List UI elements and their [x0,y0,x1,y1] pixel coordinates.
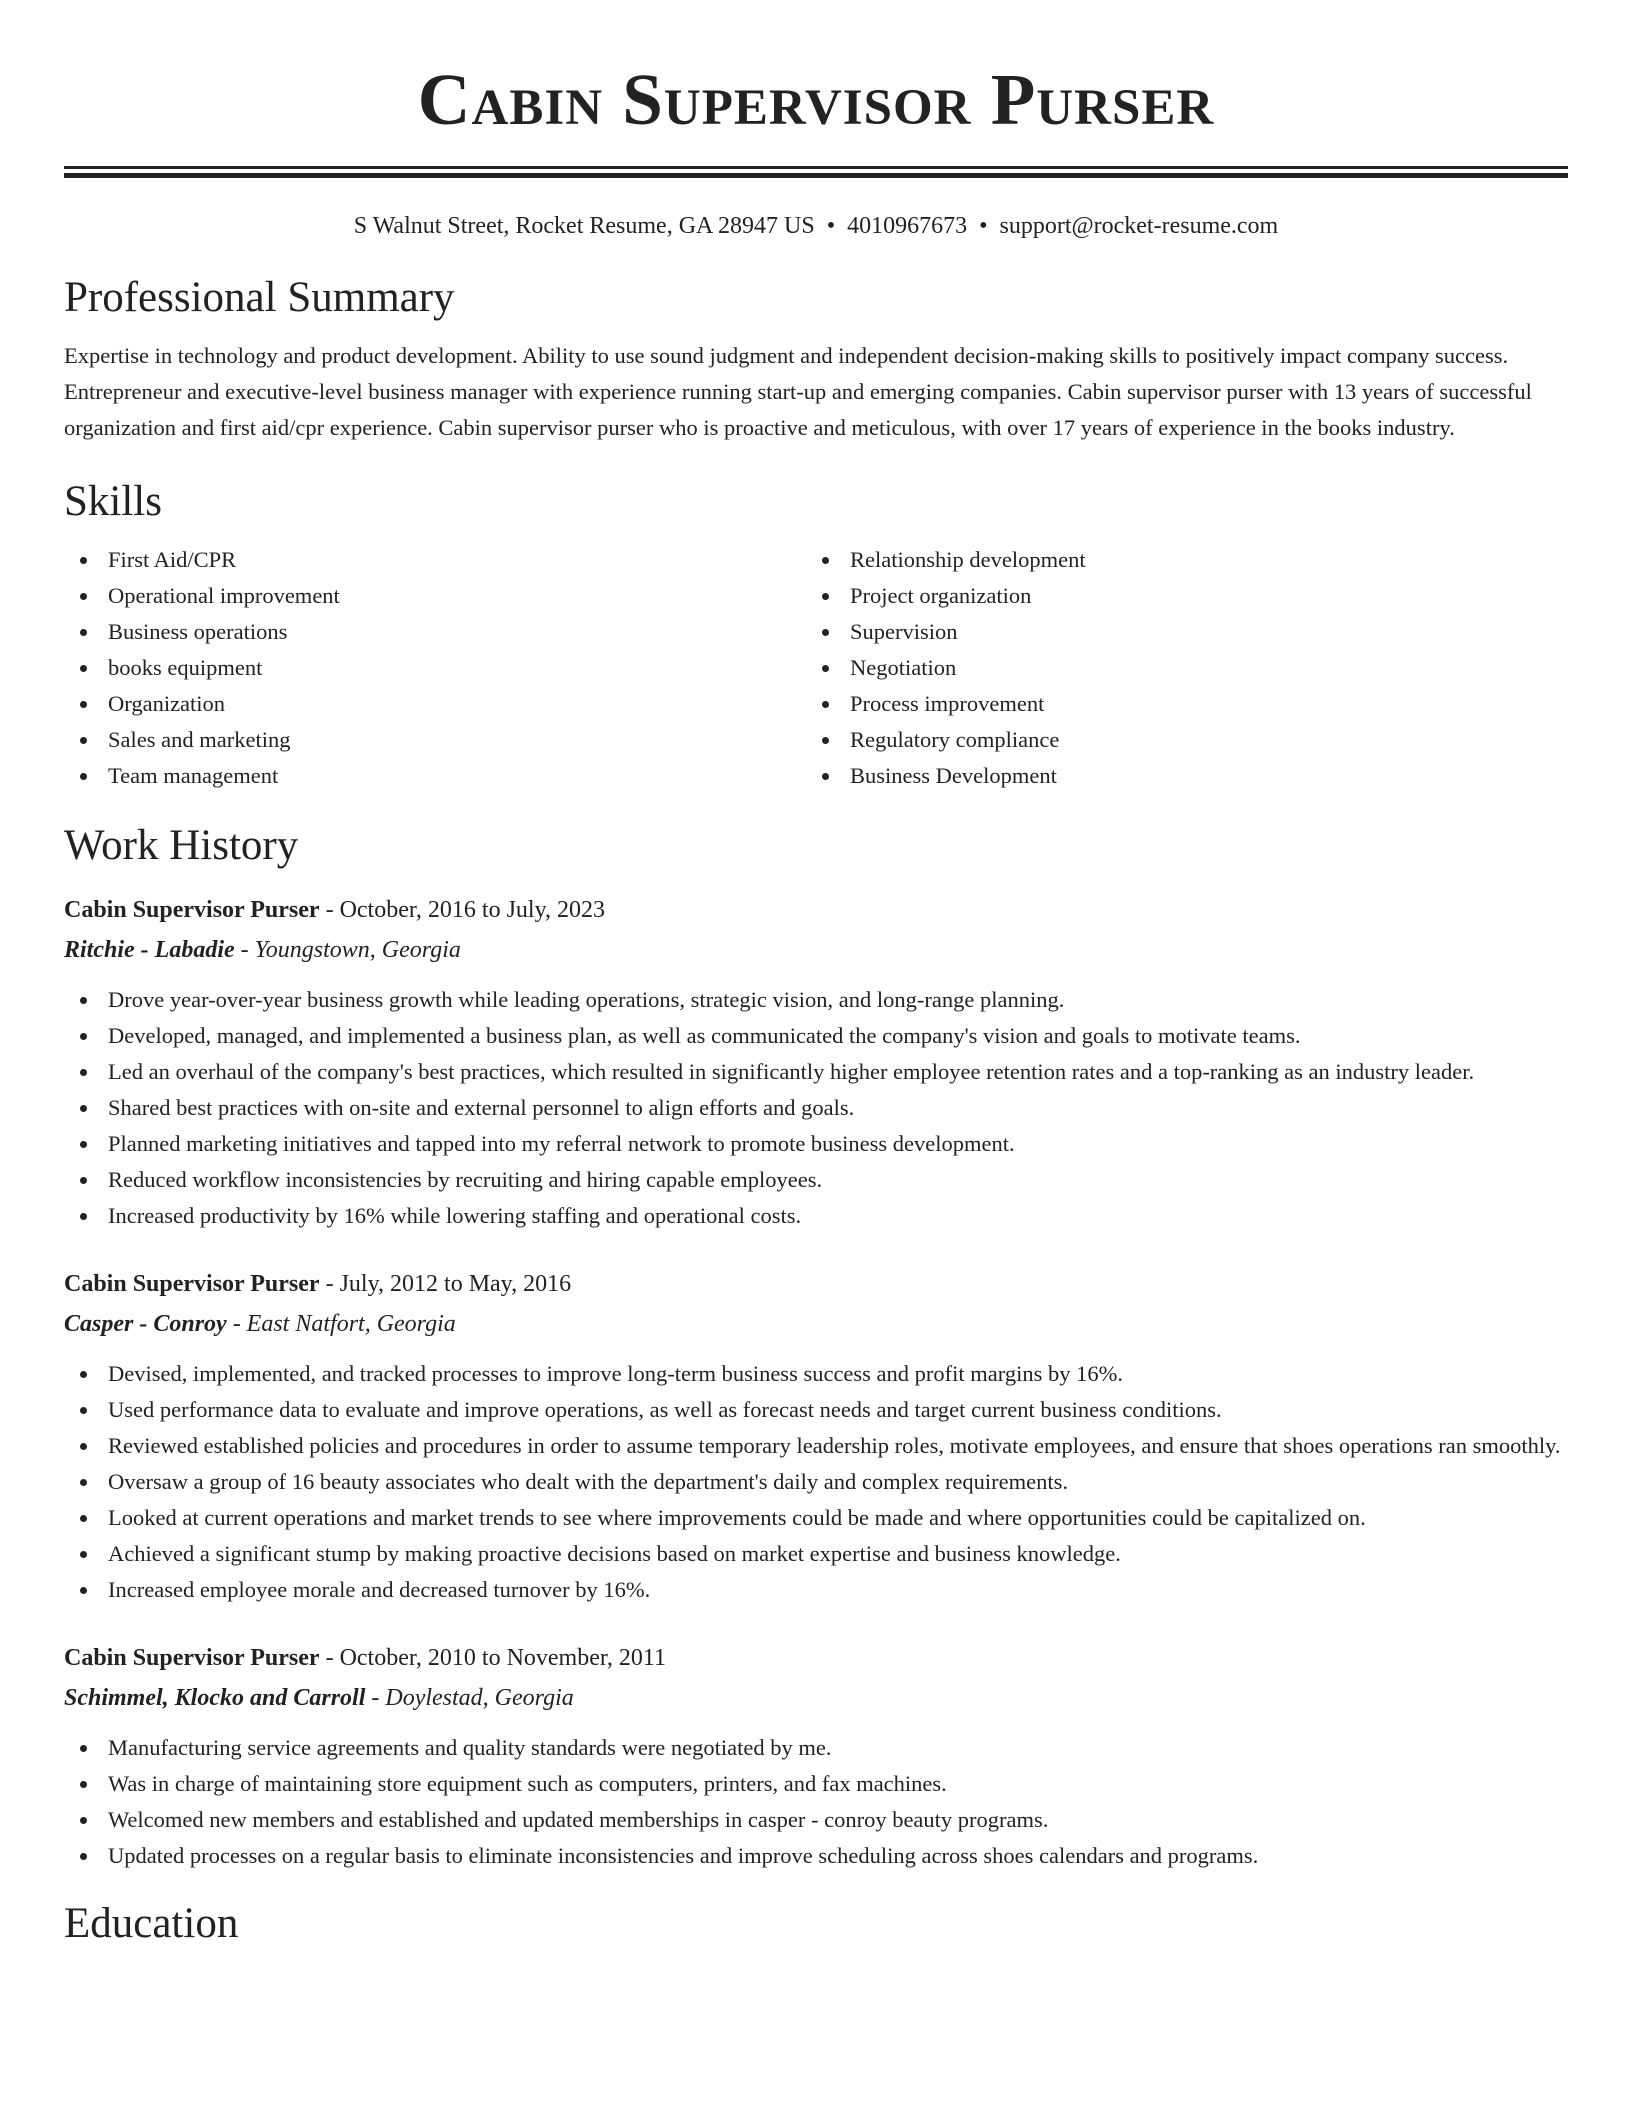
education-heading: Education [64,1900,239,1947]
job-location: - Doylestad, Georgia [365,1685,574,1711]
job-bullet: Manufacturing service agreements and quality standards were negotiated by me. [64,1730,1568,1766]
summary-text: Expertise in technology and product development. Ability to use sound judgment and independent decision-making skills to positively impact company success. Entrepreneur and executive-level business manager with experience running start-up and emerging companies. Cabin supervisor purser with 13 years of successful organization and first aid/cpr experience. Cabin supervisor purser who is proactive and meticulous, with over 17 years of experience in the books industry. [64,343,1532,440]
job-bullet: Used performance data to evaluate and improve operations, as well as forecast needs and target current business conditions. [64,1392,1568,1428]
job-bullet: Reviewed established policies and procedures in order to assume temporary leadership roles, motivate employees, and ensure that shoes operations ran smoothly. [64,1428,1568,1464]
resume-name: Cabin Supervisor Purser [417,59,1215,140]
contact-separator: • [979,213,988,239]
job-dates: - July, 2012 to May, 2016 [319,1271,572,1297]
job-bullets [64,1730,1568,1874]
job-bullet: Welcomed new members and established and updated memberships in casper - conroy beauty programs. [64,1802,1568,1838]
job-role: Cabin Supervisor Purser [64,1645,320,1671]
job-bullets [64,1356,1568,1608]
skill-item: Team management [64,758,806,794]
skill-item: Operational improvement [64,578,806,614]
job-company: Casper - Conroy [64,1311,227,1337]
job-bullet: Planned marketing initiatives and tapped into my referral network to promote business development. [64,1126,1568,1162]
job-company: Schimmel, Klocko and Carroll [64,1685,366,1711]
skill-item: First Aid/CPR [64,542,806,578]
job-bullet: Was in charge of maintaining store equipment such as computers, printers, and fax machines. [64,1766,1568,1802]
skills-heading: Skills [64,478,162,525]
header-rule-thick [64,173,1568,178]
job-entry [64,890,1568,1234]
job-bullet: Increased employee morale and decreased turnover by 16%. [64,1572,1568,1608]
contact-phone: 4010967673 [847,213,968,239]
job-bullets [64,982,1568,1234]
job-role: Cabin Supervisor Purser [64,1271,320,1297]
job-title-line [64,1638,1568,1678]
skill-item: Business Development [806,758,1548,794]
skill-item: books equipment [64,650,806,686]
skill-item: Negotiation [806,650,1548,686]
skills-list [64,542,1568,794]
skill-item: Supervision [806,614,1548,650]
job-bullet: Achieved a significant stump by making proactive decisions based on market expertise and business knowledge. [64,1536,1568,1572]
skill-item: Project organization [806,578,1548,614]
job-bullet: Drove year-over-year business growth while leading operations, strategic vision, and long-range planning. [64,982,1568,1018]
job-bullet: Increased productivity by 16% while lowering staffing and operational costs. [64,1198,1568,1234]
job-bullet: Devised, implemented, and tracked processes to improve long-term business success and profit margins by 16%. [64,1356,1568,1392]
job-company: Ritchie - Labadie [64,937,235,963]
job-role: Cabin Supervisor Purser [64,897,320,923]
job-title-line [64,1264,1568,1304]
job-dates: - October, 2016 to July, 2023 [319,897,606,923]
skill-item: Process improvement [806,686,1548,722]
job-entry [64,1638,1568,1874]
job-bullet: Shared best practices with on-site and external personnel to align efforts and goals. [64,1090,1568,1126]
skill-item: Relationship development [806,542,1548,578]
contact-separator: • [826,213,836,239]
job-bullet: Oversaw a group of 16 beauty associates who dealt with the department's daily and complex requirements. [64,1464,1568,1500]
skill-item: Business operations [64,614,806,650]
skill-item: Organization [64,686,806,722]
skills-column-left [64,542,806,794]
summary-heading: Professional Summary [64,274,455,321]
contact-line [64,208,1568,244]
job-title-line [64,890,1568,930]
contact-email: support@rocket-resume.com [999,213,1279,239]
header-rule-thin [64,166,1568,169]
job-entry [64,1264,1568,1608]
work-history-heading: Work History [64,822,299,869]
job-bullet: Developed, managed, and implemented a business plan, as well as communicated the company's vision and goals to motivate teams. [64,1018,1568,1054]
job-bullet: Led an overhaul of the company's best practices, which resulted in significantly higher employee retention rates and a top-ranking as an industry leader. [64,1054,1568,1090]
skill-item: Regulatory compliance [806,722,1548,758]
job-bullet: Updated processes on a regular basis to eliminate inconsistencies and improve scheduling across shoes calendars and programs. [64,1838,1568,1874]
job-company-line [64,1304,1568,1344]
job-bullet: Reduced workflow inconsistencies by recruiting and hiring capable employees. [64,1162,1568,1198]
job-dates: - October, 2010 to November, 2011 [319,1645,667,1671]
job-bullet: Looked at current operations and market trends to see where improvements could be made and where opportunities could be capitalized on. [64,1500,1568,1536]
job-location: - East Natfort, Georgia [226,1311,456,1337]
job-location: - Youngstown, Georgia [234,937,461,963]
skill-item: Sales and marketing [64,722,806,758]
contact-address: S Walnut Street, Rocket Resume, GA 28947 US [353,213,815,239]
skills-column-right [806,542,1548,794]
job-company-line [64,930,1568,970]
job-company-line [64,1678,1568,1718]
